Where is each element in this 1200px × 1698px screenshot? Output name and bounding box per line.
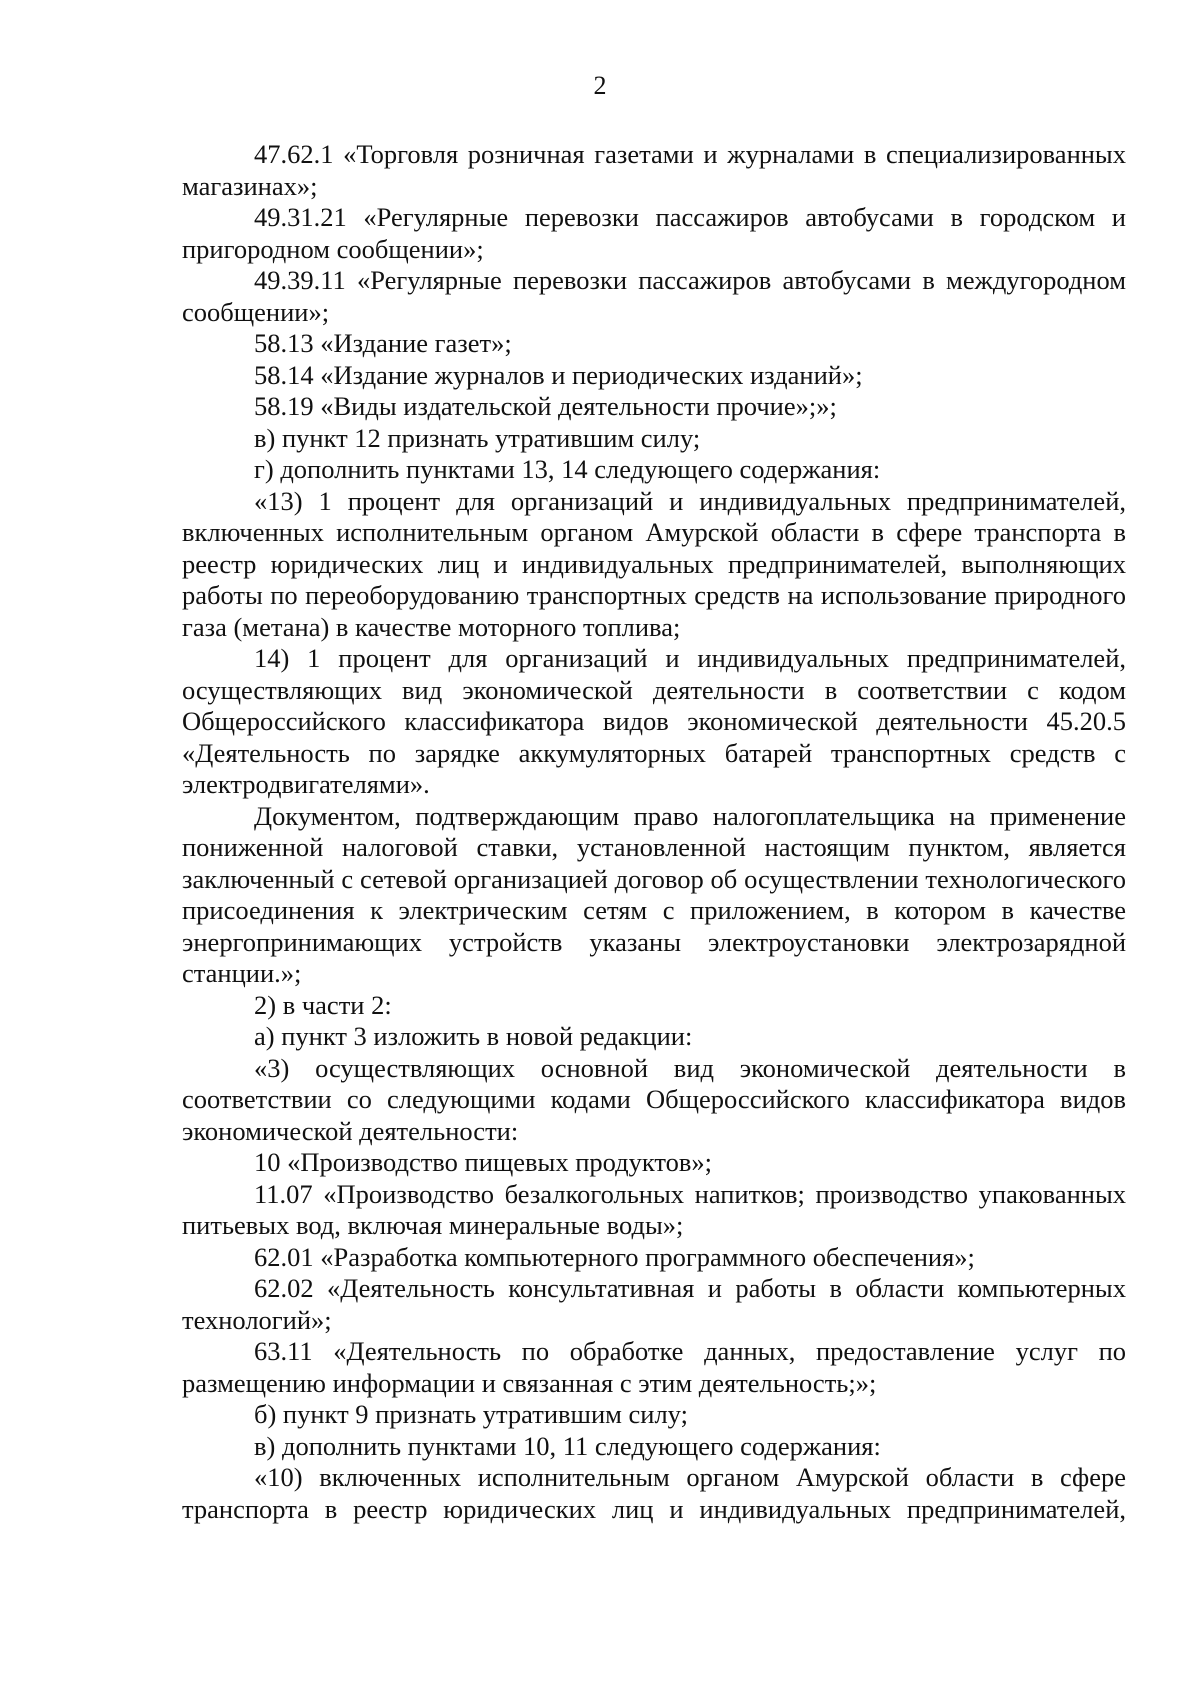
paragraph: б) пункт 9 признать утратившим силу; [254, 1399, 688, 1429]
paragraph: «10) включенных исполнительным органом Амурской области в сфере транспорта в реестр юридических лиц и индивидуальных предпринимателей, [182, 1462, 1126, 1524]
paragraph: «13) 1 процент для организаций и индивидуальных предпринимателей, включенных исполнительным органом Амурской области в сфере транспорта в реестр юридических лиц и индивидуальных предпринимателей, выполняющих работы по переоборудованию транспортных средств на использование природного газа (метана) в качестве моторного топлива; [182, 485, 1126, 642]
paragraph: в) пункт 12 признать утратившим силу; [254, 422, 701, 453]
paragraph: 2) в части 2: [254, 989, 392, 1020]
paragraph: Документом, подтверждающим право налогоплательщика на применение пониженной налоговой ставки, установленной настоящим пунктом, является заключенный с сетевой организацией договор об осуществлении технологического присоединения к электрическим сетям с приложением, в котором в качестве энергопринимающих устройств указаны электроустановки электрозарядной станции.»; [182, 800, 1126, 988]
paragraph: 58.19 «Виды издательской деятельности прочие»;»; [254, 391, 837, 421]
paragraph: 49.31.21 «Регулярные перевозки пассажиров автобусами в городском и пригородном сообщении»; [182, 202, 1126, 264]
paragraph: 62.02 «Деятельность консультативная и работы в области компьютерных технологий»; [182, 1273, 1126, 1335]
paragraph: 14) 1 процент для организаций и индивидуальных предпринимателей, осуществляющих вид экономической деятельности в соответствии с кодом Общероссийского классификатора видов экономической деятельности 45.20.5 «Деятельность по зарядке аккумуляторных батарей транспортных средств с электродвигателями». [182, 643, 1126, 799]
paragraph: 58.13 «Издание газет»; [254, 328, 512, 358]
paragraph: в) дополнить пунктами 10, 11 следующего содержания: [254, 1430, 881, 1461]
paragraph: 47.62.1 «Торговля розничная газетами и журналами в специализированных магазинах»; [182, 139, 1126, 201]
paragraph: 58.14 «Издание журналов и периодических изданий»; [254, 359, 863, 390]
paragraph: 63.11 «Деятельность по обработке данных, предоставление услуг по размещению информации и связанная с этим деятельность;»; [182, 1336, 1126, 1398]
document-body [182, 139, 1126, 1525]
paragraph: а) пункт 3 изложить в новой редакции: [254, 1021, 693, 1051]
paragraph: 49.39.11 «Регулярные перевозки пассажиров автобусами в междугородном сообщении»; [182, 265, 1126, 327]
paragraph: 10 «Производство пищевых продуктов»; [254, 1147, 713, 1177]
paragraph: г) дополнить пунктами 13, 14 следующего содержания: [254, 454, 881, 484]
page-number: 2 [593, 71, 607, 100]
paragraph: 62.01 «Разработка компьютерного программного обеспечения»; [254, 1241, 975, 1272]
paragraph: 11.07 «Производство безалкогольных напитков; производство упакованных питьевых вод, включая минеральные воды»; [182, 1178, 1126, 1240]
paragraph: «3) осуществляющих основной вид экономической деятельности в соответствии со следующими кодами Общероссийского классификатора видов экономической деятельности: [182, 1052, 1126, 1146]
